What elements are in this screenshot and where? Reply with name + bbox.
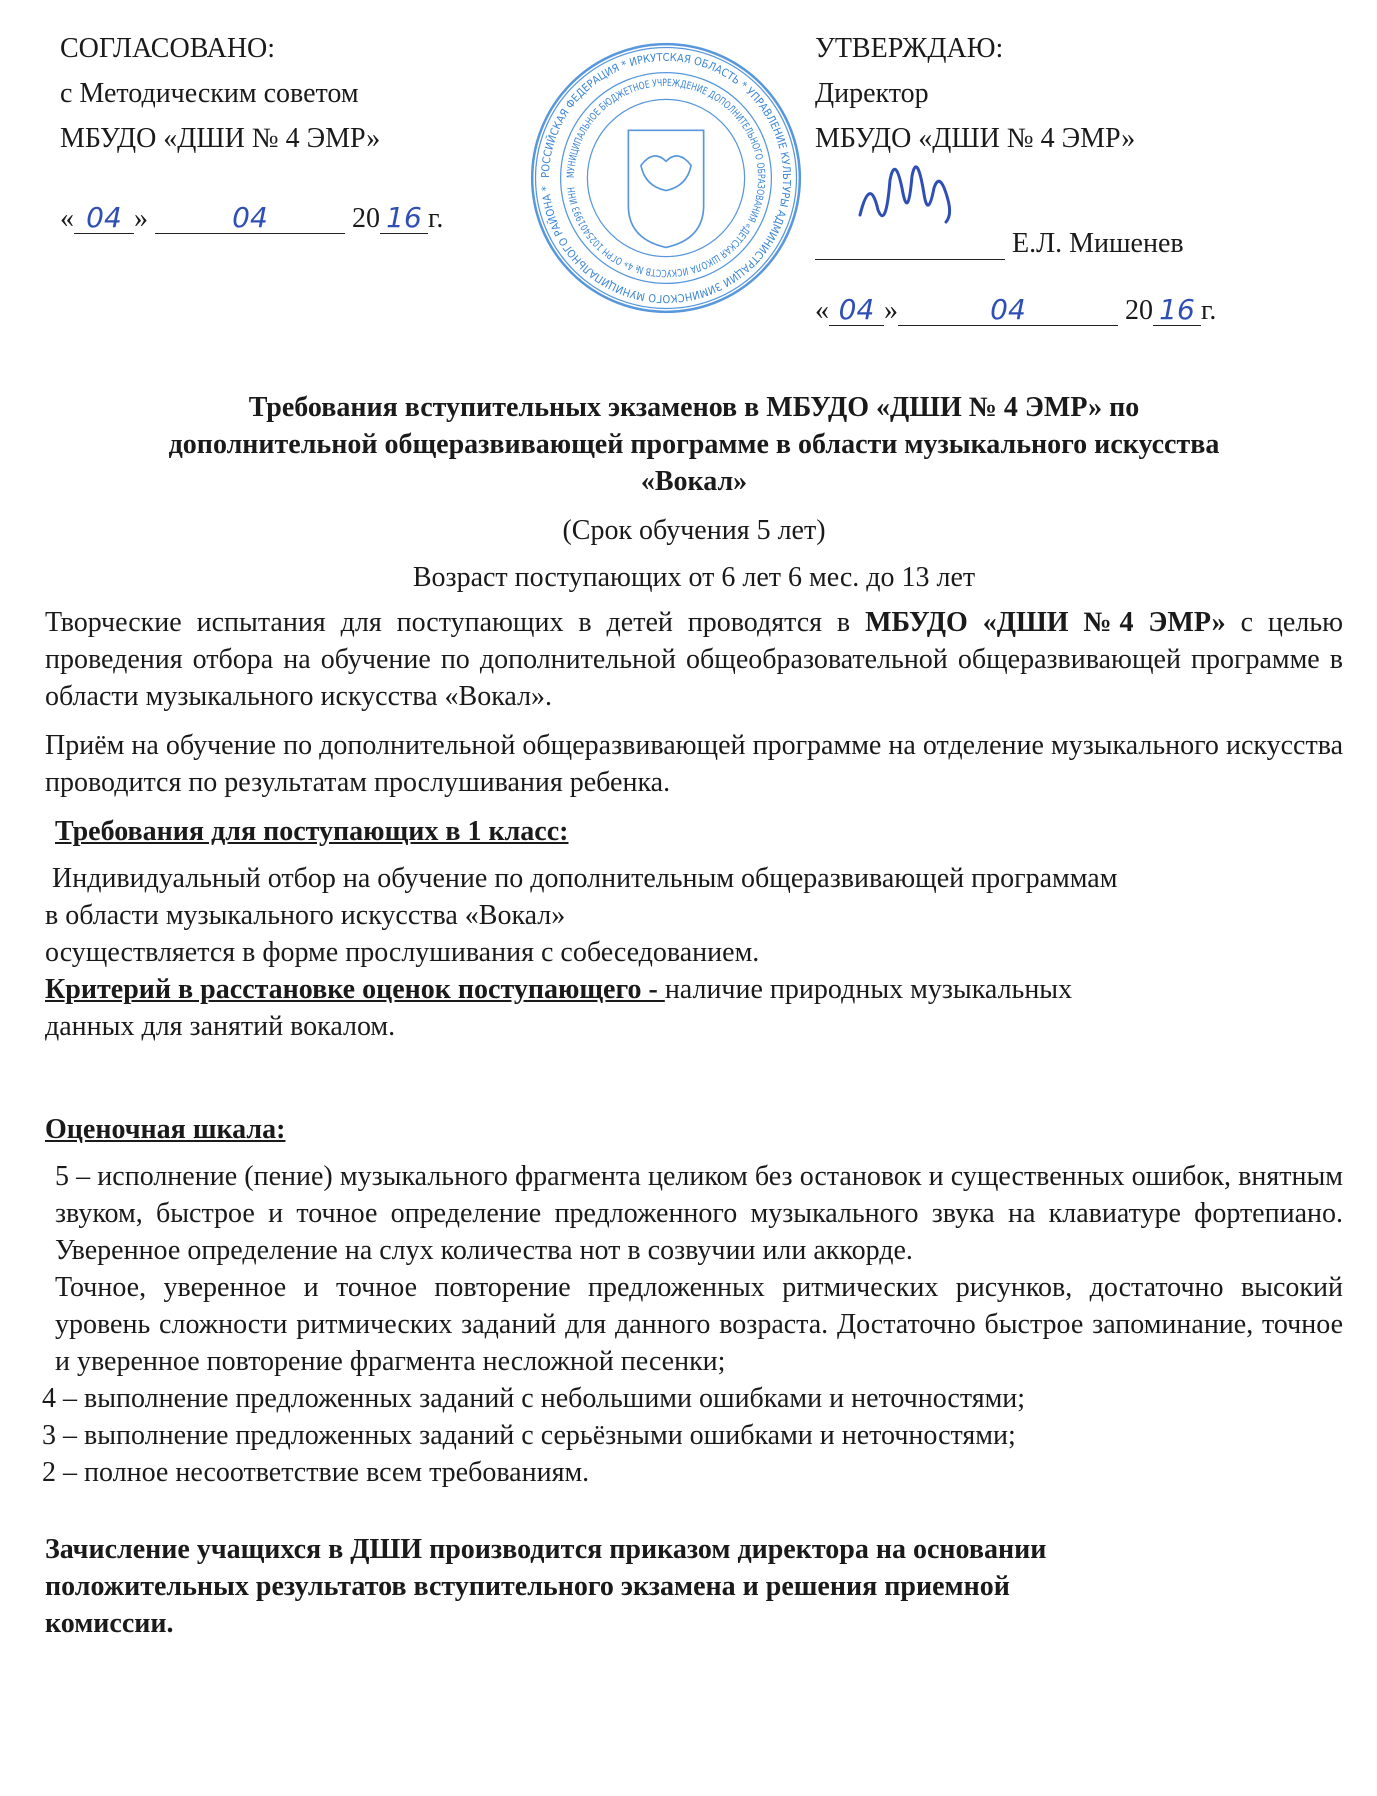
approval-right-line1: Директор bbox=[815, 78, 929, 109]
scale-heading: Оценочная шкала: bbox=[45, 1114, 286, 1145]
enrollment-line3: комиссии. bbox=[45, 1608, 174, 1639]
date-year-suffix: 16 bbox=[380, 203, 428, 234]
approval-right-title: УТВЕРЖДАЮ: bbox=[815, 33, 1004, 64]
intro-paragraph-1 bbox=[45, 604, 1343, 715]
date-day: 04 bbox=[74, 203, 134, 234]
requirements-line3: осуществляется в форме прослушивания с собеседованием. bbox=[45, 937, 760, 968]
criterion-line bbox=[45, 971, 1343, 1008]
requirements-line1: Индивидуальный отбор на обучение по дополнительным общеразвивающей программам bbox=[52, 863, 1118, 894]
signer-name: Е.Л. Мишенев bbox=[1012, 228, 1184, 259]
grade-2-description: 2 – полное несоответствие всем требованиям. bbox=[42, 1457, 590, 1488]
svg-text:РОССИЙСКАЯ ФЕДЕРАЦИЯ * ИРКУТСК bbox=[539, 51, 793, 305]
document-title-line1: Требования вступительных экзаменов в МБУДО «ДШИ № 4 ЭМР» по bbox=[248, 392, 1140, 423]
grade-3-description: 3 – выполнение предложенных заданий с серьёзными ошибками и неточностями; bbox=[42, 1420, 1016, 1451]
intro-text: Творческие испытания для поступающих в детей проводятся в bbox=[45, 607, 866, 638]
grade-5-rhythm-description: Точное, уверенное и точное повторение предложенных ритмических рисунков, достаточно высокий уровень сложности ритмических заданий для данного возраста. Достаточно быстрое запоминание, точное и уверенное повторение фрагмента несложной песенки; bbox=[55, 1272, 1343, 1377]
signature-line bbox=[815, 225, 1184, 263]
criterion-line2: данных для занятий вокалом. bbox=[45, 1011, 396, 1042]
grade-4-description: 4 – выполнение предложенных заданий с небольшими ошибками и неточностями; bbox=[42, 1383, 1026, 1414]
approval-left-title: СОГЛАСОВАНО: bbox=[60, 33, 276, 64]
date-year-prefix: 20 bbox=[1125, 295, 1153, 326]
document-body bbox=[42, 389, 1344, 1662]
stamp-outer-text: РОССИЙСКАЯ ФЕДЕРАЦИЯ * ИРКУТСКАЯ ОБЛАСТЬ * УПРАВЛЕНИЕ КУЛЬТУРЫ АДМИНИСТРАЦИИ ЗИМИНСКОГО МУНИЦИПАЛЬНОГО РАЙОНА * bbox=[538, 50, 794, 306]
date-year-end: г. bbox=[1201, 295, 1217, 326]
date-year-suffix: 16 bbox=[1153, 295, 1201, 326]
criterion-label: Критерий в расстановке оценок поступающего - bbox=[45, 974, 665, 1005]
date-year-end: г. bbox=[428, 203, 444, 234]
date-month: 04 bbox=[155, 203, 345, 234]
intro-text-rest: с целью проведения отбора на обучение по дополнительной общеобразовательной общеразвивающей программе в области музыкального искусства «Вокал». bbox=[45, 607, 1344, 712]
approval-left-date bbox=[60, 200, 443, 238]
document-title-line2: дополнительной общеразвивающей программе в области музыкального искусства bbox=[168, 429, 1220, 460]
requirements-line2: в области музыкального искусства «Вокал» bbox=[45, 900, 566, 931]
study-term: (Срок обучения 5 лет) bbox=[562, 515, 826, 546]
date-day: 04 bbox=[829, 295, 884, 326]
date-year-prefix: 20 bbox=[352, 203, 380, 234]
date-month: 04 bbox=[898, 295, 1118, 326]
document-title-line3: «Вокал» bbox=[640, 466, 748, 497]
approval-left-line1: с Методическим советом bbox=[60, 78, 359, 109]
enrollment-line1: Зачисление учащихся в ДШИ производится приказом директора на основании bbox=[45, 1534, 1047, 1565]
approval-right-line2: МБУДО «ДШИ № 4 ЭМР» bbox=[815, 123, 1136, 154]
intro-paragraph-2: Приём на обучение по дополнительной общеразвивающей программе на отделение музыкального искусства проводится по результатам прослушивания ребенка. bbox=[45, 730, 1343, 798]
enrollment-line2: положительных результатов вступительного экзамена и решения приемной bbox=[45, 1571, 1010, 1602]
approval-left-line2: МБУДО «ДШИ № 4 ЭМР» bbox=[60, 123, 381, 154]
stamp-inner-text: МУНИЦИПАЛЬНОЕ БЮДЖЕТНОЕ УЧРЕЖДЕНИЕ ДОПОЛНИТЕЛЬНОГО ОБРАЗОВАНИЯ «ДЕТСКАЯ ШКОЛА ИСКУССТВ № 4» ОГРН 1025401993 ИНН bbox=[565, 77, 767, 279]
criterion-text: наличие природных музыкальных bbox=[664, 974, 1073, 1005]
grade-5-description: 5 – исполнение (пение) музыкального фрагмента целиком без остановок и существенных ошибок, внятным звуком, быстрое и точное определение предложенного музыкального звука на клавиатуре фортепиано. Уверенное определение на слух количества нот в созвучии или аккорде. bbox=[55, 1161, 1343, 1266]
date-open-quote: « bbox=[815, 295, 829, 326]
date-close-quote: » bbox=[884, 295, 898, 326]
requirements-heading: Требования для поступающих в 1 класс: bbox=[55, 816, 569, 847]
date-open-quote: « bbox=[60, 203, 74, 234]
official-stamp bbox=[528, 40, 804, 316]
school-name: МБУДО «ДШИ №4 ЭМР» bbox=[865, 607, 1226, 638]
date-close-quote: » bbox=[134, 203, 148, 234]
director-signature bbox=[850, 160, 990, 230]
approval-right-date bbox=[815, 292, 1216, 330]
applicant-age: Возраст поступающих от 6 лет 6 мес. до 13 лет bbox=[412, 562, 976, 593]
